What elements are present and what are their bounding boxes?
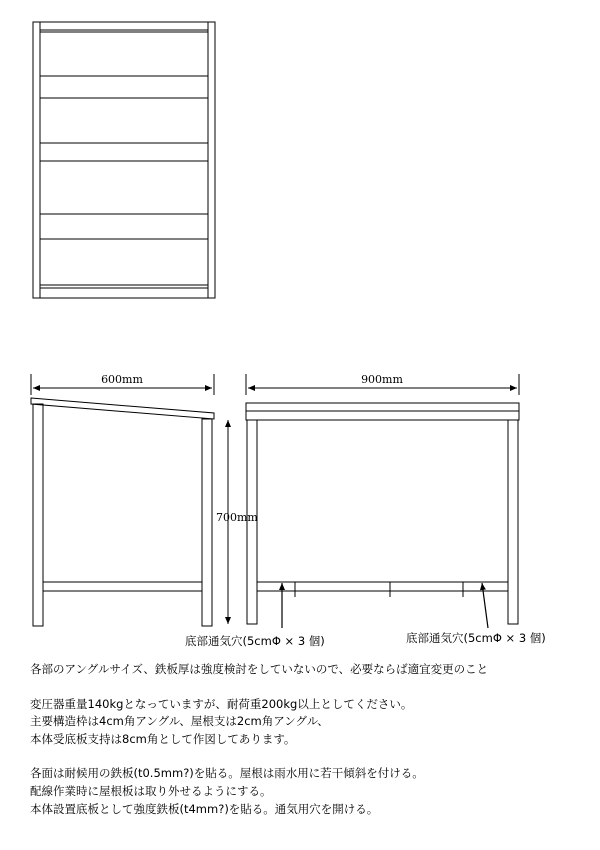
note-line: 本体受底板支持は8cm角として作図してあります。 — [30, 731, 296, 746]
note-line: 本体設置底板として強度鉄板(t4mm?)を貼る。通気用穴を開ける。 — [30, 801, 379, 816]
leader-arrow-right — [482, 583, 488, 628]
front-roof-plate — [246, 403, 519, 411]
note-line: 配線作業時に屋根板は取り外せるようにする。 — [30, 783, 272, 798]
note-line: 変圧器重量140kgとなっていますが、耐荷重200kg以上としてください。 — [30, 696, 413, 711]
vent-label-right: 底部通気穴(5cmΦ × 3 個) — [406, 631, 546, 645]
top-view-crossbar — [40, 143, 208, 161]
front-view — [246, 374, 519, 624]
vent-label-left: 底部通気穴(5cmΦ × 3 個) — [185, 634, 325, 648]
front-right-post — [508, 420, 518, 624]
notes-block — [30, 661, 595, 818]
top-view-outer-frame — [33, 22, 215, 298]
top-view — [33, 22, 215, 298]
note-line: 各面は耐候用の鉄板(t0.5mm?)を貼る。屋根は雨水用に若干傾斜を付ける。 — [30, 766, 424, 781]
side-left-post — [33, 404, 43, 626]
side-base-rail — [43, 582, 202, 591]
side-right-post — [202, 419, 212, 626]
width-dimension-label: 600mm — [101, 373, 143, 386]
front-roof-beam — [246, 411, 519, 420]
roof-slope — [31, 398, 214, 419]
height-dimension-label: 700mm — [216, 511, 258, 524]
note-line: 主要構造枠は4cm角アングル、屋根支は2cm角アングル、 — [30, 714, 329, 729]
top-view-crossbar — [40, 76, 208, 98]
note-line: 各部のアングルサイズ、鉄板厚は強度検討をしていないので、必要ならば適宜変更のこと — [30, 662, 489, 676]
top-view-crossbar — [40, 214, 208, 239]
side-view — [31, 374, 214, 626]
leader-arrows — [282, 583, 488, 628]
depth-dimension-label: 900mm — [361, 373, 403, 386]
